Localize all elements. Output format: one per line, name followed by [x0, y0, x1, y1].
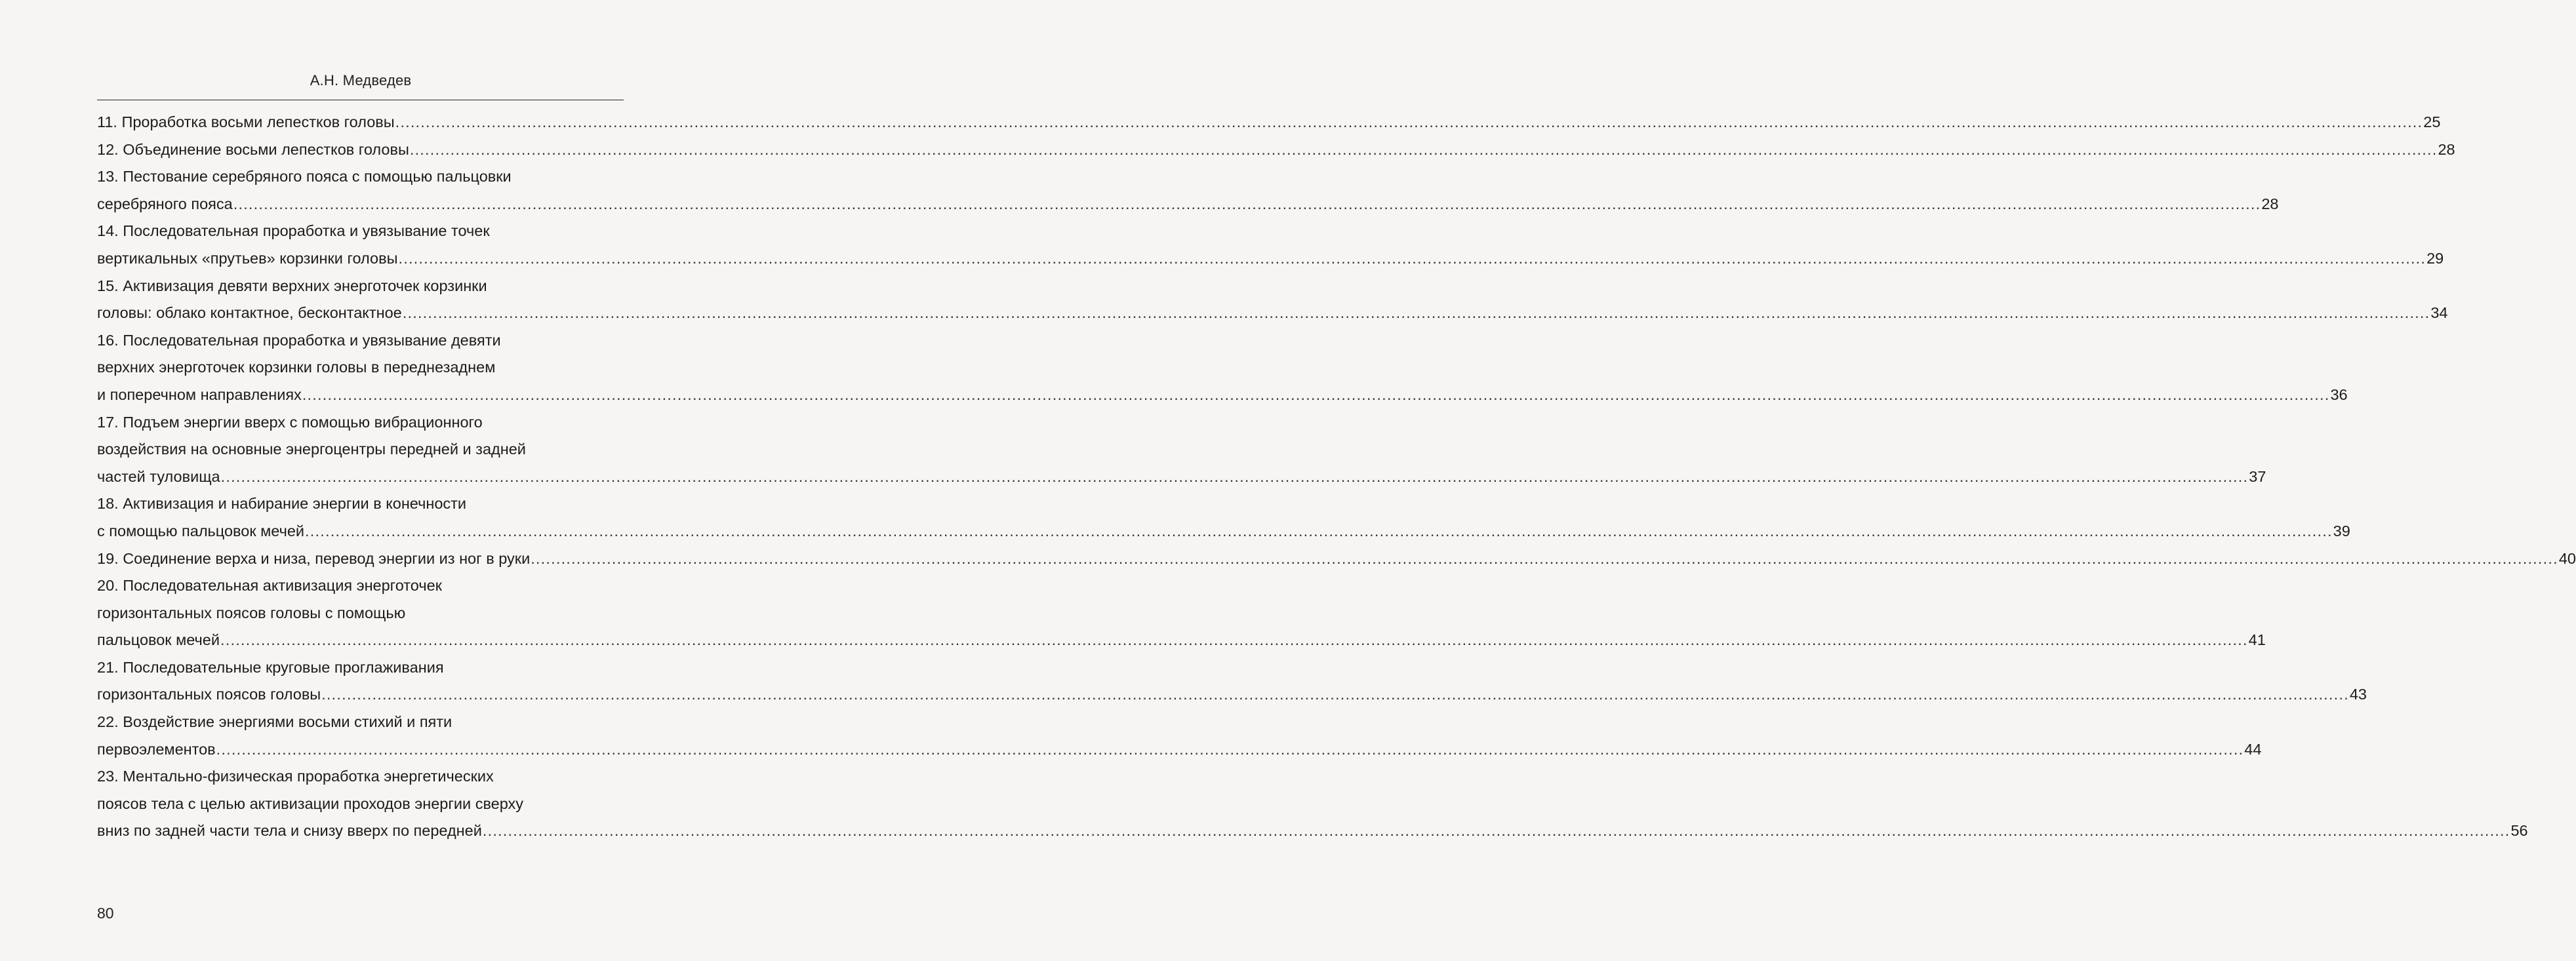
toc-entry-line: 20. Последовательная активизация энерготочек — [97, 577, 442, 595]
toc-entry-line: воздействия на основные энергоцентры передней и задней — [97, 441, 526, 458]
toc-entry-title: частей туловища — [97, 467, 220, 485]
toc-entry-last-line — [97, 109, 2441, 136]
toc-entry-page: 29 — [2426, 249, 2444, 267]
toc-entry-last-line — [97, 245, 2444, 273]
toc-entry-last-line — [97, 545, 2576, 573]
toc-entry — [97, 409, 2266, 491]
toc-entry-page: 37 — [2249, 467, 2266, 485]
toc-entry — [97, 545, 2576, 573]
toc-entry-last-line — [97, 382, 2348, 409]
toc-entry-title: горизонтальных поясов головы — [97, 686, 321, 703]
dot-leader: ................................................................................................................................................................................................................................................................................................................................................................................................................ — [305, 522, 2333, 539]
toc-entry-page: 36 — [2330, 385, 2348, 403]
toc-entry-title: 19. Соединение верха и низа, перевод энергии из ног в руки — [97, 549, 531, 567]
toc-entry — [97, 136, 2455, 164]
toc-entry-title: вертикальных «прутьев» корзинки головы — [97, 249, 398, 267]
toc-entry-title: вниз по задней части тела и снизу вверх по передней — [97, 822, 482, 840]
dot-leader: ................................................................................................................................................................................................................................................................................................................................................................................................................ — [482, 822, 2510, 840]
toc-entry — [97, 709, 2262, 763]
toc-entry — [97, 273, 2448, 327]
toc-entry-last-line — [97, 736, 2262, 764]
toc-entry-last-line — [97, 463, 2266, 491]
toc-entry-title: 11. Проработка восьми лепестков головы — [97, 113, 395, 130]
running-head: А.Н. Медведев — [310, 72, 412, 88]
toc-entry-page: 56 — [2510, 822, 2528, 840]
toc-entry-line: 13. Пестование серебряного пояса с помощью пальцовки — [97, 168, 512, 186]
toc-entry — [97, 654, 2367, 709]
toc-entry-title: пальцовок мечей — [97, 631, 220, 649]
toc-entry-line: 14. Последовательная проработка и увязывание точек — [97, 222, 490, 240]
toc-entry-page: 28 — [2438, 140, 2455, 158]
dot-leader: ................................................................................................................................................................................................................................................................................................................................................................................................................ — [531, 549, 2558, 567]
toc-entry-page: 41 — [2248, 631, 2266, 649]
toc-entry-page: 40 — [2558, 549, 2576, 567]
dot-leader: ................................................................................................................................................................................................................................................................................................................................................................................................................ — [302, 385, 2330, 403]
toc-entry-title: 12. Объединение восьми лепестков головы — [97, 140, 409, 158]
page-number: 80 — [97, 905, 114, 922]
toc-entry-line: 21. Последовательные круговые проглаживания — [97, 658, 444, 676]
toc-entry — [97, 218, 2444, 272]
dot-leader: ................................................................................................................................................................................................................................................................................................................................................................................................................ — [402, 304, 2430, 322]
toc-entry-line: поясов тела с целью активизации проходов энергии сверху — [97, 794, 524, 812]
toc-entry-line: 18. Активизация и набирание энергии в конечности — [97, 495, 467, 513]
toc-entry-line: горизонтальных поясов головы с помощью — [97, 604, 406, 621]
toc-entry-last-line — [97, 681, 2367, 709]
toc-entry — [97, 490, 2350, 545]
toc-entry — [97, 572, 2266, 654]
toc-entry-line: верхних энерготочек корзинки головы в переднезаднем — [97, 359, 496, 376]
toc-entry-page: 43 — [2349, 686, 2367, 703]
dot-leader: ................................................................................................................................................................................................................................................................................................................................................................................................................ — [220, 631, 2248, 649]
dot-leader: ................................................................................................................................................................................................................................................................................................................................................................................................................ — [395, 113, 2423, 130]
toc-entry-title: с помощью пальцовок мечей — [97, 522, 305, 539]
toc-entry-last-line — [97, 518, 2350, 545]
toc-entry-page: 39 — [2333, 522, 2350, 539]
toc-entry-last-line — [97, 817, 2528, 845]
dot-leader: ................................................................................................................................................................................................................................................................................................................................................................................................................ — [216, 740, 2244, 758]
toc-entry-line: 16. Последовательная проработка и увязывание девяти — [97, 331, 501, 349]
toc-entry-line: 15. Активизация девяти верхних энерготочек корзинки — [97, 277, 487, 294]
dot-leader: ................................................................................................................................................................................................................................................................................................................................................................................................................ — [321, 686, 2349, 703]
toc-entry-last-line — [97, 627, 2266, 654]
toc-entry-last-line — [97, 136, 2455, 164]
toc-entry-title: и поперечном направлениях — [97, 385, 302, 403]
toc-entry — [97, 163, 2279, 218]
toc-entry — [97, 763, 2528, 845]
toc-entry-last-line — [97, 191, 2279, 218]
toc-entry-page: 28 — [2261, 195, 2279, 212]
table-of-contents — [97, 109, 2576, 845]
toc-entry-title: головы: облако контактное, бесконтактное — [97, 304, 402, 322]
toc-entry-last-line — [97, 300, 2448, 327]
dot-leader: ................................................................................................................................................................................................................................................................................................................................................................................................................ — [220, 467, 2249, 485]
toc-entry-title: серебряного пояса — [97, 195, 233, 212]
dot-leader: ................................................................................................................................................................................................................................................................................................................................................................................................................ — [409, 140, 2438, 158]
toc-entry-page: 34 — [2430, 304, 2448, 322]
dot-leader: ................................................................................................................................................................................................................................................................................................................................................................................................................ — [233, 195, 2261, 212]
toc-entry-page: 44 — [2244, 740, 2262, 758]
toc-entry-page: 25 — [2423, 113, 2441, 130]
toc-entry-line: 17. Подъем энергии вверх с помощью вибрационного — [97, 413, 483, 431]
toc-entry-line: 23. Ментально-физическая проработка энергетических — [97, 768, 494, 785]
toc-entry — [97, 327, 2348, 409]
dot-leader: ................................................................................................................................................................................................................................................................................................................................................................................................................ — [398, 249, 2426, 267]
toc-entry-line: 22. Воздействие энергиями восьми стихий и пяти — [97, 713, 453, 731]
toc-entry-title: первоэлементов — [97, 740, 216, 758]
toc-entry — [97, 109, 2441, 136]
